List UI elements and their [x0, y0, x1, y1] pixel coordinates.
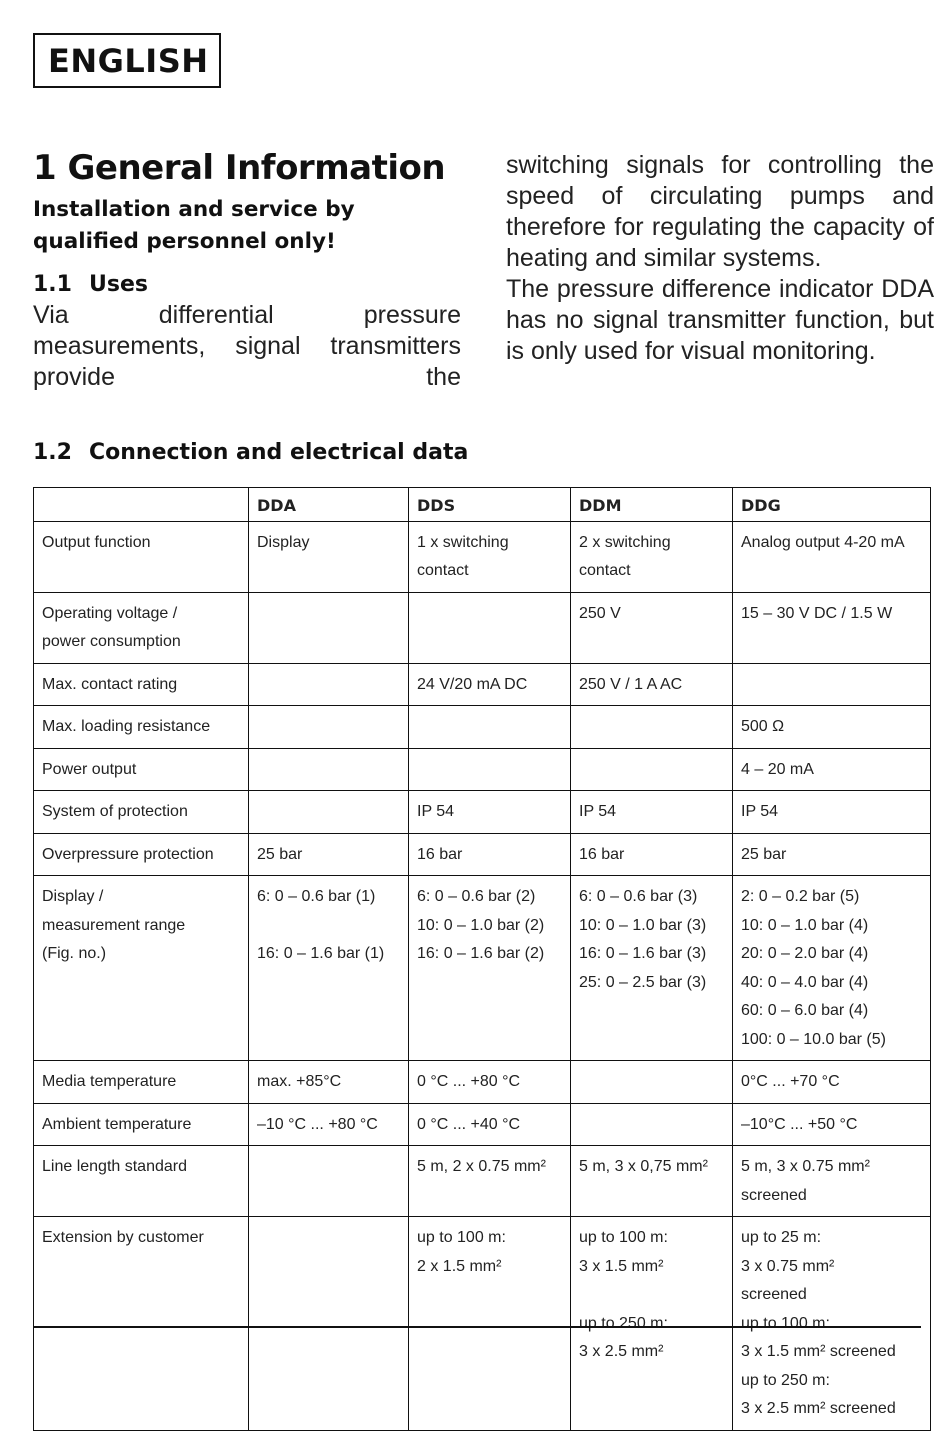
- table-cell: IP 54: [409, 791, 571, 834]
- table-cell: 5 m, 3 x 0.75 mm² screened: [733, 1146, 931, 1217]
- table-cell: 15 – 30 V DC / 1.5 W: [733, 592, 931, 663]
- row-label-cell: Max. loading resistance: [34, 706, 249, 749]
- table-cell: [249, 748, 409, 791]
- table-cell: 2 x switching contact: [571, 521, 733, 592]
- table-cell: IP 54: [571, 791, 733, 834]
- safety-warning: Installation and service by qualified personnel only!: [33, 197, 355, 254]
- section-number: 1.2: [33, 440, 72, 465]
- row-label-cell: Operating voltage / power consumption: [34, 592, 249, 663]
- table-header-row: [34, 488, 931, 522]
- table-cell: 25 bar: [733, 833, 931, 876]
- table-cell: –10 °C ... +80 °C: [249, 1103, 409, 1146]
- uses-paragraph-right-2: The pressure difference indicator DDA has no signal transmitter function, but is only used for visual monitoring.: [506, 275, 934, 365]
- table-cell: [733, 663, 931, 706]
- table-cell: 25 bar: [249, 833, 409, 876]
- table-cell: 6: 0 – 0.6 bar (3) 10: 0 – 1.0 bar (3) 16: 0 – 1.6 bar (3) 25: 0 – 2.5 bar (3): [571, 876, 733, 1061]
- table-cell: [249, 791, 409, 834]
- row-label-cell: System of protection: [34, 791, 249, 834]
- table-cell: [571, 1103, 733, 1146]
- table-cell: 2: 0 – 0.2 bar (5) 10: 0 – 1.0 bar (4) 20: 0 – 2.0 bar (4) 40: 0 – 4.0 bar (4) 60: 0 – 6.0 bar (4) 100: 0 – 10.0 bar (5): [733, 876, 931, 1061]
- table-row: [34, 833, 931, 876]
- table-cell: 5 m, 2 x 0.75 mm²: [409, 1146, 571, 1217]
- row-label-cell: Output function: [34, 521, 249, 592]
- row-label-cell: Power output: [34, 748, 249, 791]
- table-cell: [249, 1146, 409, 1217]
- row-label-cell: Ambient temperature: [34, 1103, 249, 1146]
- language-label: ENGLISH: [33, 33, 221, 88]
- table-cell: max. +85°C: [249, 1061, 409, 1104]
- table-row: [34, 663, 931, 706]
- table-row: [34, 791, 931, 834]
- subsection-number: 1.1: [33, 272, 72, 297]
- table-row: [34, 592, 931, 663]
- table-cell: [249, 663, 409, 706]
- table-cell: [249, 592, 409, 663]
- table-cell: 0°C ... +70 °C: [733, 1061, 931, 1104]
- table-cell: [249, 1217, 409, 1431]
- section-heading-connection: [33, 438, 468, 468]
- table-cell: [249, 706, 409, 749]
- table-cell: [571, 1061, 733, 1104]
- table-row: [34, 1061, 931, 1104]
- table-cell: 5 m, 3 x 0,75 mm²: [571, 1146, 733, 1217]
- table-cell: 6: 0 – 0.6 bar (1) 16: 0 – 1.6 bar (1): [249, 876, 409, 1061]
- table-cell: up to 100 m: 2 x 1.5 mm²: [409, 1217, 571, 1431]
- table-cell: 250 V: [571, 592, 733, 663]
- electrical-data-table: [33, 487, 931, 1431]
- section-heading-title: Connection and electrical data: [89, 440, 469, 465]
- table-cell: –10°C ... +50 °C: [733, 1103, 931, 1146]
- table-cell: 1 x switching contact: [409, 521, 571, 592]
- row-label-cell: Extension by customer: [34, 1217, 249, 1431]
- table-cell: 4 – 20 mA: [733, 748, 931, 791]
- table-cell: up to 100 m: 3 x 1.5 mm² up to 250 m: 3 x 2.5 mm²: [571, 1217, 733, 1431]
- table-cell: [409, 592, 571, 663]
- header-cell-dda: DDA: [249, 488, 409, 522]
- uses-paragraph-left: Via differential pressure measurements, signal transmitters provide the: [33, 301, 461, 391]
- table-row: [34, 1103, 931, 1146]
- table-cell: 16 bar: [571, 833, 733, 876]
- table-cell: 0 °C ... +80 °C: [409, 1061, 571, 1104]
- table-row: [34, 706, 931, 749]
- row-label-cell: Display / measurement range (Fig. no.): [34, 876, 249, 1061]
- bottom-divider: [33, 1326, 921, 1328]
- table-cell: 0 °C ... +40 °C: [409, 1103, 571, 1146]
- left-column: [33, 146, 461, 393]
- table-row: [34, 521, 931, 592]
- table-row: [34, 748, 931, 791]
- table-row: [34, 876, 931, 1061]
- uses-paragraph-right-1: switching signals for controlling the speed of circulating pumps and therefore for regulating the capacity of heating and similar systems.: [506, 151, 934, 272]
- table-cell: 16 bar: [409, 833, 571, 876]
- subsection-title: Uses: [89, 272, 148, 297]
- row-label-cell: Overpressure protection: [34, 833, 249, 876]
- row-label-cell: Media temperature: [34, 1061, 249, 1104]
- table-cell: 24 V/20 mA DC: [409, 663, 571, 706]
- table-cell: [571, 748, 733, 791]
- table-cell: [409, 706, 571, 749]
- table-row: [34, 1146, 931, 1217]
- row-label-cell: Max. contact rating: [34, 663, 249, 706]
- table-cell: Analog output 4-20 mA: [733, 521, 931, 592]
- header-cell-ddg: DDG: [733, 488, 931, 522]
- table-cell: Display: [249, 521, 409, 592]
- table-body: [34, 521, 931, 1430]
- row-label-cell: Line length standard: [34, 1146, 249, 1217]
- table-cell: 250 V / 1 A AC: [571, 663, 733, 706]
- subsection-heading-uses: [33, 270, 461, 300]
- header-cell-dds: DDS: [409, 488, 571, 522]
- right-column: [506, 150, 934, 367]
- table-cell: IP 54: [733, 791, 931, 834]
- header-cell: [34, 488, 249, 522]
- table-cell: [409, 748, 571, 791]
- header-cell-ddm: DDM: [571, 488, 733, 522]
- table-cell: up to 25 m: 3 x 0.75 mm² screened up to 100 m: 3 x 1.5 mm² screened up to 250 m: 3 x 2.5 mm² screened: [733, 1217, 931, 1431]
- table-row: [34, 1217, 931, 1431]
- table-cell: 6: 0 – 0.6 bar (2) 10: 0 – 1.0 bar (2) 16: 0 – 1.6 bar (2): [409, 876, 571, 1061]
- section-title: 1 General Information: [33, 148, 446, 188]
- table-cell: [571, 706, 733, 749]
- table-cell: 500 Ω: [733, 706, 931, 749]
